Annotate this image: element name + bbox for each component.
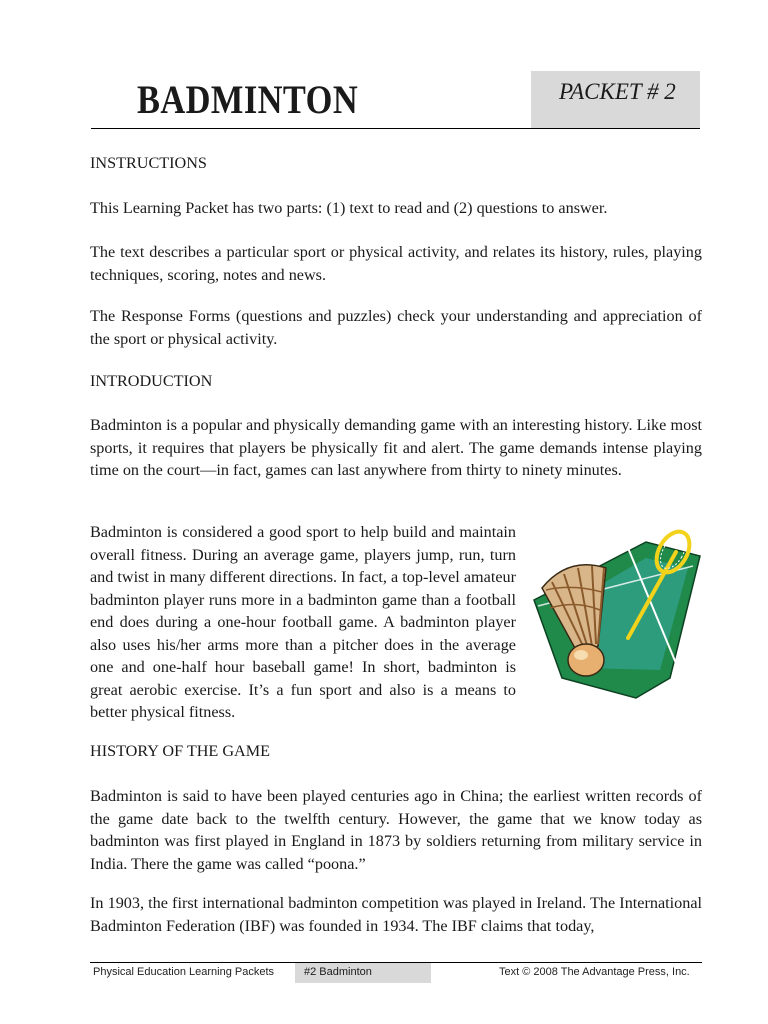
instructions-paragraph-3: The Response Forms (questions and puzzles) check your understanding and appreciation of the sport or physical activity. [90, 307, 702, 348]
introduction-heading: INTRODUCTION [90, 372, 213, 390]
instructions-paragraph-2: The text describes a particular sport or physical activity, and relates its history, rules, playing techniques, scoring, notes and news. [90, 243, 702, 284]
packet-number: PACKET # 2 [559, 79, 676, 104]
page-title: BADMINTON [137, 77, 359, 122]
footer-copyright: Text © 2008 The Advantage Press, Inc. [499, 966, 690, 978]
footer-packet-box [295, 963, 431, 983]
introduction-paragraph-1: Badminton is a popular and physically demanding game with an interesting history. Like most sports, it requires that players be physically fit and alert. The game demands intense playing time on the court—in fact, games can last anywhere from thirty to ninety minutes. [90, 416, 702, 479]
footer-packet-label: #2 Badminton [304, 966, 372, 978]
history-paragraph-2: In 1903, the first international badminton competition was played in Ireland. The International Badminton Federation (IBF) was founded in 1934. The IBF claims that today, [90, 894, 702, 935]
shuttlecock-racket-illustration [528, 528, 704, 700]
introduction-paragraph-2: Badminton is considered a good sport to help build and maintain overall fitness. During an average game, players jump, run, turn and twist in many different directions. In fact, a top-level amateur badminton player runs more in a badminton game than a football end does during a one-hour football game. A badminton player also uses his/her arms more than a pitcher does in the average one and one-half hour baseball game! In short, badminton is great aerobic exercise. It’s a fun sport and also is a means to better physical fitness. [90, 523, 516, 721]
history-heading: HISTORY OF THE GAME [90, 742, 271, 760]
instructions-paragraph-1: This Learning Packet has two parts: (1) text to read and (2) questions to answer. [90, 199, 608, 217]
header-divider [91, 128, 700, 129]
instructions-heading: INSTRUCTIONS [90, 154, 207, 172]
history-paragraph-1: Badminton is said to have been played centuries ago in China; the earliest written records of the game date back to the twelfth century. However, the game that we know today as badminton was first played in England in 1873 by soldiers returning from military service in India. There the game was called “poona.” [90, 787, 702, 873]
footer-publication: Physical Education Learning Packets [93, 966, 274, 978]
packet-number-box [531, 71, 700, 128]
